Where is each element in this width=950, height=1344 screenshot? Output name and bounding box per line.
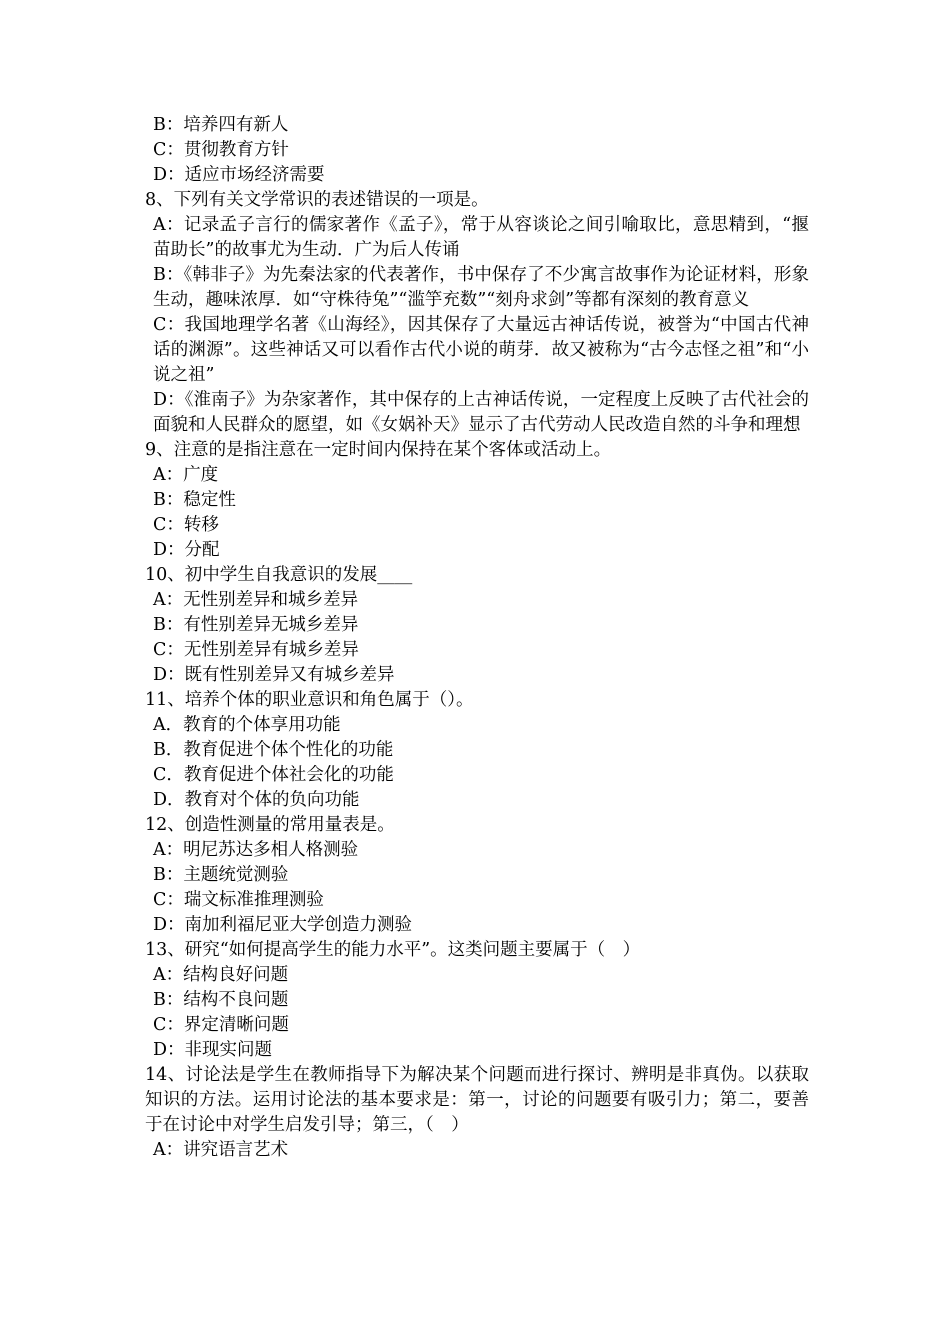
option-line: A：讲究语言艺术 [153, 1140, 289, 1160]
option-line: A：明尼苏达多相人格测验 [153, 840, 359, 860]
question-11: 11、培养个体的职业意识和角色属于（）。 [145, 690, 474, 710]
question-10: 10、初中学生自我意识的发展____ [145, 565, 413, 585]
option-line: C：无性别差异有城乡差异 [153, 640, 359, 660]
option-line: D．教育对个体的负向功能 [153, 790, 360, 810]
option-paragraph: A：记录孟子言行的儒家著作《孟子》，常于从容谈论之间引喻取比，意思精到，“揠苗助长”的故事尤为生动．广为后人传诵 [153, 215, 809, 260]
option-paragraph: D：《淮南子》为杂家著作，其中保存的上古神话传说，一定程度上反映了古代社会的面貌和人民群众的愿望，如《女娲补天》显示了古代劳动人民改造自然的斗争和理想 [153, 390, 809, 435]
option-line: A：结构良好问题 [153, 965, 289, 985]
option-line: C．教育促进个体社会化的功能 [153, 765, 394, 785]
option-line: A：广度 [153, 465, 219, 485]
question-12: 12、创造性测量的常用量表是。 [145, 815, 395, 835]
option-line: D：适应市场经济需要 [153, 165, 325, 185]
question-13: 13、研究“如何提高学生的能力水平”。这类问题主要属于（ ） [145, 940, 641, 960]
option-line: A．教育的个体享用功能 [153, 715, 341, 735]
option-line: A：无性别差异和城乡差异 [153, 590, 359, 610]
option-line: B：主题统觉测验 [153, 865, 289, 885]
option-line: B．教育促进个体个性化的功能 [153, 740, 394, 760]
option-paragraph: B：《韩非子》为先秦法家的代表著作，书中保存了不少寓言故事作为论证材料，形象生动，趣味浓厚．如“守株待兔”“滥竽充数”“刻舟求剑”等都有深刻的教育意义 [153, 265, 809, 310]
option-line: C：贯彻教育方针 [153, 140, 289, 160]
option-line: C：瑞文标准推理测验 [153, 890, 324, 910]
option-line: D：非现实问题 [153, 1040, 273, 1060]
question-14: 14、讨论法是学生在教师指导下为解决某个问题而进行探讨、辨明是非真伪。以获取知识的方法。运用讨论法的基本要求是：第一，讨论的问题要有吸引力；第二，要善于在讨论中对学生启发引导；第三，（ ） [145, 1065, 809, 1135]
option-line: D：南加利福尼亚大学创造力测验 [153, 915, 413, 935]
option-line: C：转移 [153, 515, 219, 535]
question-9: 9、注意的是指注意在一定时间内保持在某个客体或活动上。 [145, 440, 612, 460]
option-line: B：有性别差异无城乡差异 [153, 615, 359, 635]
option-line: B：培养四有新人 [153, 115, 289, 135]
question-8: 8、下列有关文学常识的表述错误的一项是。 [145, 190, 489, 210]
option-line: B：结构不良问题 [153, 990, 289, 1010]
option-paragraph: C：我国地理学名著《山海经》，因其保存了大量远古神话传说，被誉为“中国古代神话的渊源”。这些神话又可以看作古代小说的萌芽．故又被称为“古今志怪之祖”和“小说之祖” [153, 315, 809, 385]
option-line: B：稳定性 [153, 490, 236, 510]
option-line: C：界定清晰问题 [153, 1015, 289, 1035]
document-page [145, 113, 809, 1163]
option-line: D：分配 [153, 540, 220, 560]
option-line: D：既有性别差异又有城乡差异 [153, 665, 395, 685]
